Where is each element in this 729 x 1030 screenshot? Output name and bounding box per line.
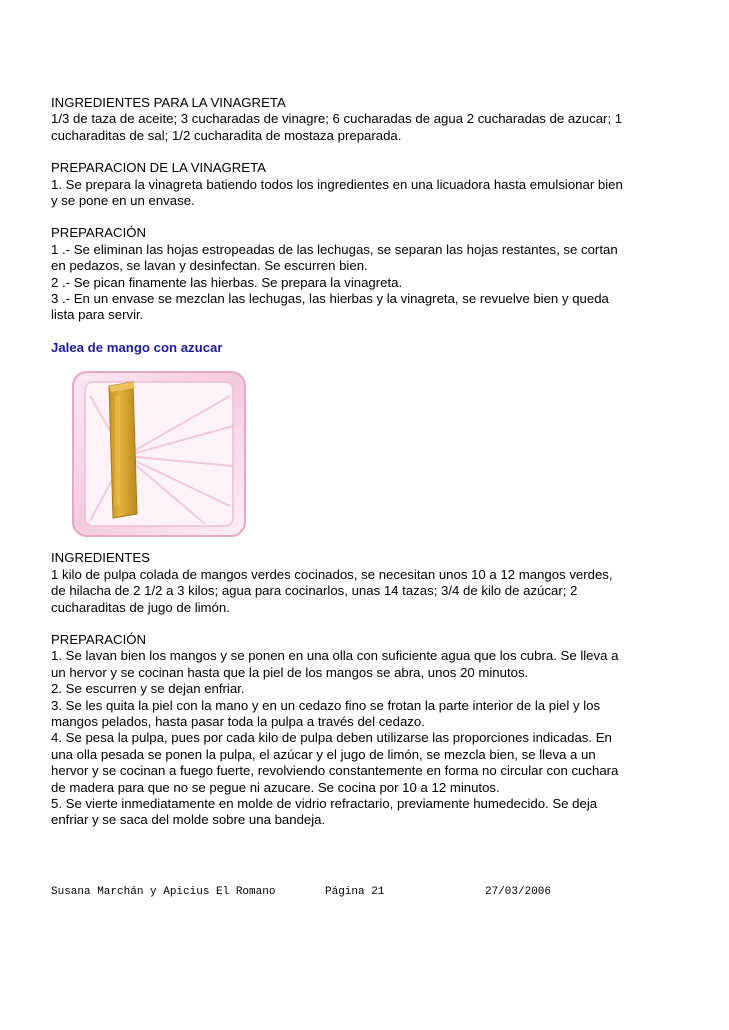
text-line: en pedazos, se lavan y desinfectan. Se escurren bien. (51, 258, 368, 274)
text-line: una olla pesada se ponen la pulpa, el azúcar y el jugo de limón, se mezcla bien, se lleva a un (51, 746, 596, 762)
footer-author: Susana Marchán y Apicius El Romano (51, 886, 276, 898)
section-mango-ingredientes (51, 550, 681, 616)
text-line: mangos pelados, hasta pasar toda la pulpa a través del cedazo. (51, 713, 425, 729)
text-line: 4. Se pesa la pulpa, pues por cada kilo de pulpa deben utilizarse las proporciones indicadas. En (51, 730, 612, 746)
page-footer (51, 884, 551, 900)
section-heading: PREPARACIÓN (51, 225, 147, 241)
text-line: de hilacha de 2 1/2 a 3 kilos; agua para cocinarlos, unas 14 tazas; 3/4 de kilo de azúcar; 2 (51, 583, 578, 599)
text-line: un hervor y se cocinan hasta que la piel de los mangos se abra, unos 20 minutos. (51, 664, 529, 680)
footer-page-number: Página 21 (325, 886, 385, 898)
text-line: hervor y se cocinan a fuego fuerte, revolviendo constantemente en forma no circular con cuchara (51, 763, 619, 779)
section-vinagreta-ingredientes (51, 95, 681, 144)
section-heading: PREPARACION DE LA VINAGRETA (51, 160, 266, 176)
text-line: cucharaditas de sal; 1/2 cucharadita de mostaza preparada. (51, 127, 402, 143)
text-line: lista para servir. (51, 307, 144, 323)
text-line: 2 .- Se pican finamente las hierbas. Se prepara la vinagreta. (51, 274, 403, 290)
section-mango-preparacion (51, 632, 681, 829)
section-preparacion-ensalada (51, 225, 681, 323)
section-heading: INGREDIENTES (51, 550, 150, 566)
text-line: 1 .- Se eliminan las hojas estropeadas de las lechugas, se separan las hojas restantes, se cortan (51, 241, 618, 257)
text-line: 1/3 de taza de aceite; 3 cucharadas de vinagre; 6 cucharadas de agua 2 cucharadas de azucar; 1 (51, 111, 623, 127)
text-line: y se pone en un envase. (51, 193, 195, 209)
text-line: 1 kilo de pulpa colada de mangos verdes cocinados, se necesitan unos 10 a 12 mangos verdes, (51, 566, 613, 582)
text-line: 1. Se lavan bien los mangos y se ponen en una olla con suficiente agua que los cubra. Se lleva a (51, 648, 619, 664)
text-line: 3. Se les quita la piel con la mano y en un cedazo fino se frotan la parte interior de la piel y los (51, 697, 601, 713)
mango-jelly-illustration (65, 366, 255, 542)
section-heading: INGREDIENTES PARA LA VINAGRETA (51, 95, 286, 110)
document-body (51, 95, 681, 845)
text-line: 3 .- En un envase se mezclan las lechugas, las hierbas y la vinagreta, se revuelve bien y queda (51, 291, 609, 307)
text-line: 1. Se prepara la vinagreta batiendo todos los ingredientes en una licuadora hasta emulsionar bien (51, 176, 623, 192)
mango-jelly-photo (65, 366, 255, 542)
text-line: enfriar y se saca del molde sobre una bandeja. (51, 812, 326, 828)
text-line: 2. Se escurren y se dejan enfriar. (51, 681, 245, 697)
footer-date: 27/03/2006 (485, 886, 552, 898)
text-line: de madera para que no se pegue ni azucare. Se cocina por 10 a 12 minutos. (51, 779, 500, 795)
recipe-title: Jalea de mango con azucar (51, 339, 223, 355)
text-line: 5. Se vierte inmediatamente en molde de vidrio refractario, previamente humedecido. Se deja (51, 795, 598, 811)
section-heading: PREPARACIÓN (51, 631, 147, 647)
text-line: cucharaditas de jugo de limón. (51, 599, 230, 615)
section-vinagreta-preparacion (51, 160, 681, 209)
